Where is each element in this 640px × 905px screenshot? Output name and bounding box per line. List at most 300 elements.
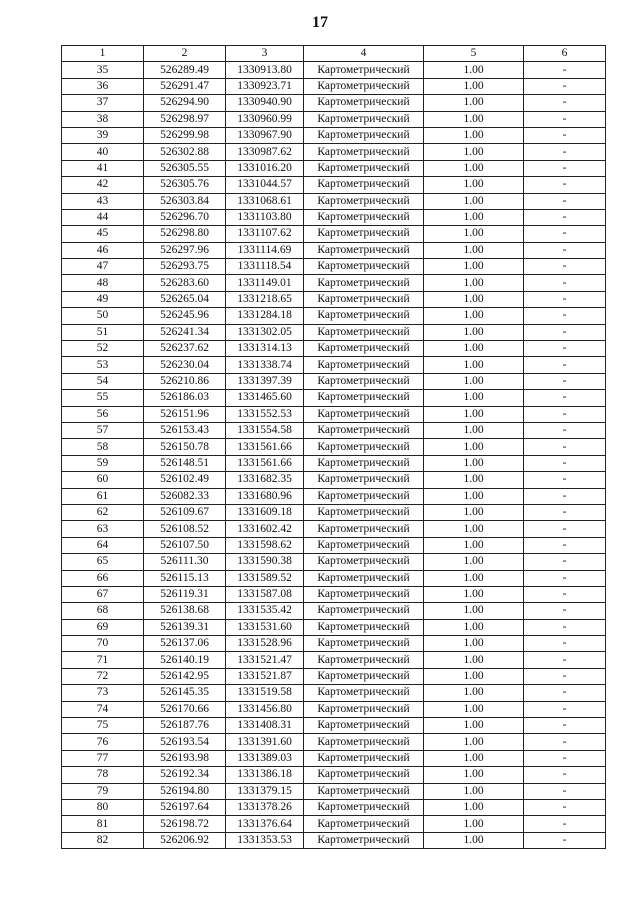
cell-x: 526305.76	[144, 177, 226, 193]
cell-y: 1330967.90	[226, 127, 304, 143]
cell-method: Картометрический	[304, 177, 424, 193]
cell-point-number: 60	[62, 472, 144, 488]
cell-point-number: 37	[62, 95, 144, 111]
cell-method: Картометрический	[304, 603, 424, 619]
cell-accuracy: 1.00	[424, 291, 524, 307]
cell-accuracy: 1.00	[424, 209, 524, 225]
cell-method: Картометрический	[304, 570, 424, 586]
cell-x: 526206.92	[144, 832, 226, 848]
cell-accuracy: 1.00	[424, 488, 524, 504]
cell-accuracy: 1.00	[424, 357, 524, 373]
cell-x: 526139.31	[144, 619, 226, 635]
table-row	[62, 783, 606, 799]
cell-x: 526298.80	[144, 226, 226, 242]
cell-x: 526138.68	[144, 603, 226, 619]
cell-method: Картометрический	[304, 373, 424, 389]
cell-y: 1331519.58	[226, 685, 304, 701]
cell-accuracy: 1.00	[424, 767, 524, 783]
table-row	[62, 799, 606, 815]
table-row	[62, 521, 606, 537]
cell-method: Картометрический	[304, 324, 424, 340]
cell-accuracy: 1.00	[424, 95, 524, 111]
cell-method: Картометрический	[304, 357, 424, 373]
cell-description: -	[524, 373, 606, 389]
cell-y: 1331386.18	[226, 767, 304, 783]
cell-x: 526283.60	[144, 275, 226, 291]
table-row	[62, 78, 606, 94]
cell-point-number: 35	[62, 62, 144, 78]
table-row	[62, 439, 606, 455]
cell-point-number: 75	[62, 718, 144, 734]
cell-method: Картометрический	[304, 275, 424, 291]
cell-point-number: 36	[62, 78, 144, 94]
cell-point-number: 54	[62, 373, 144, 389]
cell-point-number: 44	[62, 209, 144, 225]
cell-method: Картометрический	[304, 78, 424, 94]
cell-point-number: 40	[62, 144, 144, 160]
cell-y: 1331149.01	[226, 275, 304, 291]
cell-method: Картометрический	[304, 472, 424, 488]
cell-x: 526230.04	[144, 357, 226, 373]
cell-x: 526302.88	[144, 144, 226, 160]
cell-method: Картометрический	[304, 832, 424, 848]
cell-method: Картометрический	[304, 668, 424, 684]
cell-x: 526115.13	[144, 570, 226, 586]
table-row	[62, 422, 606, 438]
cell-x: 526294.90	[144, 95, 226, 111]
page-number: 17	[312, 14, 328, 31]
cell-accuracy: 1.00	[424, 472, 524, 488]
header-cell-x: 2	[144, 46, 226, 62]
cell-accuracy: 1.00	[424, 718, 524, 734]
cell-x: 526108.52	[144, 521, 226, 537]
cell-y: 1331389.03	[226, 750, 304, 766]
table-row	[62, 537, 606, 553]
table-row	[62, 177, 606, 193]
cell-method: Картометрический	[304, 504, 424, 520]
cell-method: Картометрический	[304, 718, 424, 734]
cell-accuracy: 1.00	[424, 226, 524, 242]
cell-method: Картометрический	[304, 422, 424, 438]
cell-description: -	[524, 341, 606, 357]
cell-method: Картометрический	[304, 701, 424, 717]
cell-description: -	[524, 259, 606, 275]
cell-accuracy: 1.00	[424, 111, 524, 127]
cell-method: Картометрический	[304, 390, 424, 406]
cell-method: Картометрический	[304, 455, 424, 471]
cell-accuracy: 1.00	[424, 750, 524, 766]
table-header-row	[62, 46, 606, 62]
cell-accuracy: 1.00	[424, 455, 524, 471]
cell-y: 1331535.42	[226, 603, 304, 619]
cell-y: 1331408.31	[226, 718, 304, 734]
cell-y: 1331044.57	[226, 177, 304, 193]
cell-accuracy: 1.00	[424, 570, 524, 586]
cell-description: -	[524, 668, 606, 684]
table-row	[62, 750, 606, 766]
cell-accuracy: 1.00	[424, 308, 524, 324]
table-row	[62, 390, 606, 406]
cell-accuracy: 1.00	[424, 799, 524, 815]
cell-point-number: 64	[62, 537, 144, 553]
cell-x: 526151.96	[144, 406, 226, 422]
cell-point-number: 80	[62, 799, 144, 815]
cell-description: -	[524, 504, 606, 520]
cell-description: -	[524, 537, 606, 553]
cell-description: -	[524, 734, 606, 750]
cell-point-number: 69	[62, 619, 144, 635]
cell-accuracy: 1.00	[424, 373, 524, 389]
cell-x: 526148.51	[144, 455, 226, 471]
cell-accuracy: 1.00	[424, 242, 524, 258]
cell-description: -	[524, 111, 606, 127]
cell-y: 1331521.47	[226, 652, 304, 668]
cell-method: Картометрический	[304, 521, 424, 537]
cell-accuracy: 1.00	[424, 586, 524, 602]
cell-point-number: 51	[62, 324, 144, 340]
cell-description: -	[524, 177, 606, 193]
cell-method: Картометрический	[304, 783, 424, 799]
cell-description: -	[524, 455, 606, 471]
cell-x: 526291.47	[144, 78, 226, 94]
cell-point-number: 38	[62, 111, 144, 127]
table-row	[62, 701, 606, 717]
cell-point-number: 70	[62, 636, 144, 652]
cell-y: 1331114.69	[226, 242, 304, 258]
cell-x: 526241.34	[144, 324, 226, 340]
cell-point-number: 39	[62, 127, 144, 143]
cell-accuracy: 1.00	[424, 816, 524, 832]
cell-description: -	[524, 832, 606, 848]
table-row	[62, 472, 606, 488]
table-row	[62, 455, 606, 471]
cell-accuracy: 1.00	[424, 324, 524, 340]
table-row	[62, 685, 606, 701]
cell-y: 1331218.65	[226, 291, 304, 307]
cell-x: 526137.06	[144, 636, 226, 652]
cell-method: Картометрический	[304, 95, 424, 111]
cell-description: -	[524, 242, 606, 258]
cell-point-number: 66	[62, 570, 144, 586]
table-row	[62, 193, 606, 209]
table-row	[62, 275, 606, 291]
cell-y: 1331378.26	[226, 799, 304, 815]
cell-description: -	[524, 767, 606, 783]
cell-point-number: 79	[62, 783, 144, 799]
header-cell-method: 4	[304, 46, 424, 62]
cell-accuracy: 1.00	[424, 406, 524, 422]
cell-y: 1331456.80	[226, 701, 304, 717]
cell-point-number: 76	[62, 734, 144, 750]
cell-x: 526102.49	[144, 472, 226, 488]
cell-x: 526299.98	[144, 127, 226, 143]
cell-description: -	[524, 226, 606, 242]
cell-description: -	[524, 685, 606, 701]
cell-point-number: 58	[62, 439, 144, 455]
cell-method: Картометрический	[304, 291, 424, 307]
cell-description: -	[524, 160, 606, 176]
cell-accuracy: 1.00	[424, 685, 524, 701]
table-row	[62, 619, 606, 635]
header-cell-y: 3	[226, 46, 304, 62]
cell-x: 526210.86	[144, 373, 226, 389]
cell-description: -	[524, 209, 606, 225]
cell-description: -	[524, 291, 606, 307]
table-row	[62, 554, 606, 570]
cell-y: 1331590.38	[226, 554, 304, 570]
cell-method: Картометрический	[304, 652, 424, 668]
table-row	[62, 718, 606, 734]
cell-x: 526289.49	[144, 62, 226, 78]
cell-description: -	[524, 750, 606, 766]
cell-point-number: 81	[62, 816, 144, 832]
cell-description: -	[524, 193, 606, 209]
cell-y: 1331353.53	[226, 832, 304, 848]
table-row	[62, 324, 606, 340]
cell-accuracy: 1.00	[424, 603, 524, 619]
cell-method: Картометрический	[304, 799, 424, 815]
cell-method: Картометрический	[304, 816, 424, 832]
cell-y: 1331302.05	[226, 324, 304, 340]
cell-y: 1331338.74	[226, 357, 304, 373]
table-row	[62, 127, 606, 143]
cell-point-number: 62	[62, 504, 144, 520]
cell-y: 1331284.18	[226, 308, 304, 324]
cell-method: Картометрический	[304, 127, 424, 143]
cell-accuracy: 1.00	[424, 668, 524, 684]
cell-y: 1330960.99	[226, 111, 304, 127]
cell-x: 526111.30	[144, 554, 226, 570]
cell-x: 526150.78	[144, 439, 226, 455]
cell-description: -	[524, 439, 606, 455]
cell-point-number: 55	[62, 390, 144, 406]
cell-x: 526197.64	[144, 799, 226, 815]
cell-description: -	[524, 718, 606, 734]
cell-method: Картометрический	[304, 209, 424, 225]
cell-x: 526237.62	[144, 341, 226, 357]
cell-description: -	[524, 95, 606, 111]
cell-accuracy: 1.00	[424, 422, 524, 438]
cell-accuracy: 1.00	[424, 275, 524, 291]
table-row	[62, 668, 606, 684]
table-row	[62, 357, 606, 373]
cell-description: -	[524, 144, 606, 160]
cell-description: -	[524, 570, 606, 586]
cell-y: 1331016.20	[226, 160, 304, 176]
cell-y: 1331561.66	[226, 439, 304, 455]
cell-x: 526192.34	[144, 767, 226, 783]
cell-x: 526296.70	[144, 209, 226, 225]
cell-method: Картометрический	[304, 439, 424, 455]
cell-y: 1331552.53	[226, 406, 304, 422]
cell-x: 526186.03	[144, 390, 226, 406]
table-row	[62, 341, 606, 357]
cell-point-number: 47	[62, 259, 144, 275]
cell-x: 526293.75	[144, 259, 226, 275]
cell-y: 1331602.42	[226, 521, 304, 537]
cell-description: -	[524, 619, 606, 635]
cell-point-number: 41	[62, 160, 144, 176]
cell-description: -	[524, 701, 606, 717]
cell-accuracy: 1.00	[424, 341, 524, 357]
cell-y: 1331103.80	[226, 209, 304, 225]
cell-accuracy: 1.00	[424, 390, 524, 406]
cell-x: 526153.43	[144, 422, 226, 438]
cell-y: 1331528.96	[226, 636, 304, 652]
cell-y: 1331682.35	[226, 472, 304, 488]
cell-y: 1331561.66	[226, 455, 304, 471]
cell-y: 1331391.60	[226, 734, 304, 750]
cell-x: 526170.66	[144, 701, 226, 717]
table-row	[62, 160, 606, 176]
cell-x: 526082.33	[144, 488, 226, 504]
cell-method: Картометрический	[304, 767, 424, 783]
cell-accuracy: 1.00	[424, 439, 524, 455]
cell-x: 526107.50	[144, 537, 226, 553]
cell-y: 1330913.80	[226, 62, 304, 78]
cell-description: -	[524, 422, 606, 438]
cell-method: Картометрический	[304, 226, 424, 242]
cell-y: 1331598.62	[226, 537, 304, 553]
cell-point-number: 48	[62, 275, 144, 291]
cell-method: Картометрический	[304, 406, 424, 422]
coordinates-table	[61, 45, 606, 849]
table-row	[62, 504, 606, 520]
table-row	[62, 832, 606, 848]
cell-point-number: 65	[62, 554, 144, 570]
cell-description: -	[524, 554, 606, 570]
table-row	[62, 209, 606, 225]
cell-y: 1331397.39	[226, 373, 304, 389]
cell-accuracy: 1.00	[424, 521, 524, 537]
table-row	[62, 242, 606, 258]
table-row	[62, 373, 606, 389]
cell-accuracy: 1.00	[424, 259, 524, 275]
cell-method: Картометрический	[304, 193, 424, 209]
cell-accuracy: 1.00	[424, 701, 524, 717]
cell-description: -	[524, 390, 606, 406]
table-row	[62, 226, 606, 242]
table-row	[62, 406, 606, 422]
cell-description: -	[524, 799, 606, 815]
cell-y: 1331609.18	[226, 504, 304, 520]
cell-x: 526298.97	[144, 111, 226, 127]
cell-method: Картометрический	[304, 259, 424, 275]
cell-method: Картометрический	[304, 242, 424, 258]
cell-accuracy: 1.00	[424, 144, 524, 160]
cell-x: 526194.80	[144, 783, 226, 799]
cell-method: Картометрический	[304, 308, 424, 324]
cell-method: Картометрический	[304, 537, 424, 553]
cell-description: -	[524, 275, 606, 291]
table-row	[62, 734, 606, 750]
cell-method: Картометрический	[304, 685, 424, 701]
cell-point-number: 50	[62, 308, 144, 324]
cell-y: 1330940.90	[226, 95, 304, 111]
cell-description: -	[524, 636, 606, 652]
table-row	[62, 259, 606, 275]
cell-point-number: 42	[62, 177, 144, 193]
cell-accuracy: 1.00	[424, 734, 524, 750]
cell-description: -	[524, 324, 606, 340]
cell-point-number: 53	[62, 357, 144, 373]
cell-point-number: 82	[62, 832, 144, 848]
cell-point-number: 57	[62, 422, 144, 438]
cell-accuracy: 1.00	[424, 62, 524, 78]
cell-x: 526245.96	[144, 308, 226, 324]
table-row	[62, 767, 606, 783]
cell-point-number: 59	[62, 455, 144, 471]
cell-description: -	[524, 652, 606, 668]
cell-x: 526305.55	[144, 160, 226, 176]
cell-description: -	[524, 62, 606, 78]
cell-accuracy: 1.00	[424, 832, 524, 848]
cell-description: -	[524, 406, 606, 422]
header-cell-point-number: 1	[62, 46, 144, 62]
cell-x: 526297.96	[144, 242, 226, 258]
cell-description: -	[524, 783, 606, 799]
cell-description: -	[524, 488, 606, 504]
cell-method: Картометрический	[304, 144, 424, 160]
cell-description: -	[524, 78, 606, 94]
cell-accuracy: 1.00	[424, 619, 524, 635]
cell-point-number: 74	[62, 701, 144, 717]
table-row	[62, 636, 606, 652]
cell-accuracy: 1.00	[424, 78, 524, 94]
table-row	[62, 570, 606, 586]
cell-y: 1331314.13	[226, 341, 304, 357]
cell-x: 526265.04	[144, 291, 226, 307]
cell-point-number: 72	[62, 668, 144, 684]
cell-description: -	[524, 308, 606, 324]
cell-y: 1331554.58	[226, 422, 304, 438]
cell-point-number: 71	[62, 652, 144, 668]
cell-method: Картометрический	[304, 160, 424, 176]
cell-accuracy: 1.00	[424, 160, 524, 176]
cell-description: -	[524, 603, 606, 619]
table-row	[62, 144, 606, 160]
cell-y: 1331376.64	[226, 816, 304, 832]
cell-method: Картометрический	[304, 619, 424, 635]
table-row	[62, 586, 606, 602]
cell-method: Картометрический	[304, 488, 424, 504]
cell-x: 526193.98	[144, 750, 226, 766]
cell-y: 1331118.54	[226, 259, 304, 275]
table-row	[62, 652, 606, 668]
cell-point-number: 52	[62, 341, 144, 357]
header-cell-accuracy: 5	[424, 46, 524, 62]
cell-point-number: 67	[62, 586, 144, 602]
table-row	[62, 488, 606, 504]
cell-x: 526303.84	[144, 193, 226, 209]
cell-y: 1331680.96	[226, 488, 304, 504]
table-row	[62, 62, 606, 78]
cell-method: Картометрический	[304, 586, 424, 602]
cell-point-number: 45	[62, 226, 144, 242]
cell-y: 1331589.52	[226, 570, 304, 586]
cell-description: -	[524, 357, 606, 373]
cell-point-number: 56	[62, 406, 144, 422]
cell-method: Картометрический	[304, 750, 424, 766]
cell-description: -	[524, 472, 606, 488]
cell-accuracy: 1.00	[424, 504, 524, 520]
table-row	[62, 291, 606, 307]
cell-accuracy: 1.00	[424, 537, 524, 553]
cell-accuracy: 1.00	[424, 652, 524, 668]
cell-y: 1331587.08	[226, 586, 304, 602]
cell-description: -	[524, 127, 606, 143]
table-row	[62, 111, 606, 127]
